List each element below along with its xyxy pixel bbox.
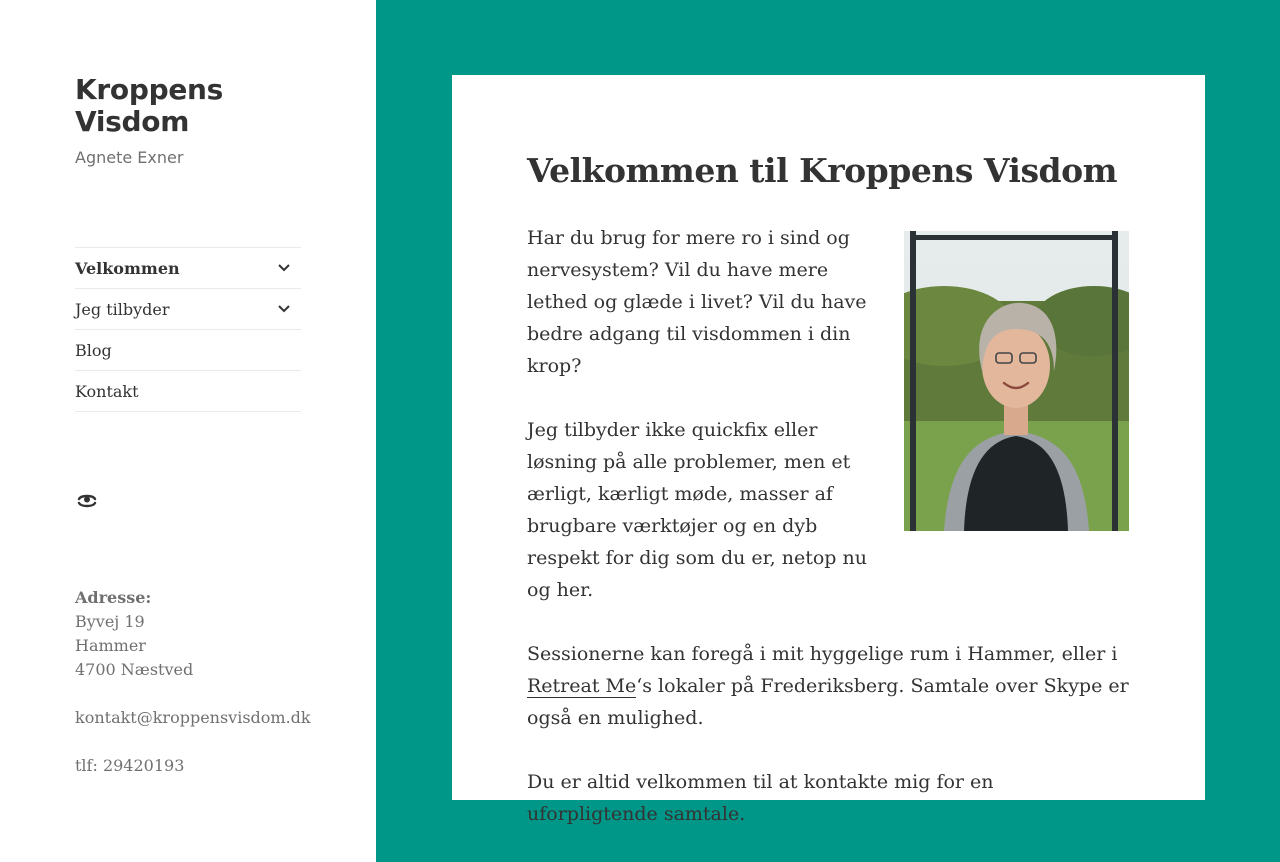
main-navigation xyxy=(75,247,301,412)
contact-phone: tlf: 29420193 xyxy=(75,756,185,775)
sidebar xyxy=(0,0,376,800)
menu-item-kontakt[interactable] xyxy=(75,371,301,412)
menu-item-label[interactable]: Velkommen xyxy=(75,258,180,278)
retreat-me-link[interactable]: Retreat Me xyxy=(527,675,637,697)
social-link-icon[interactable] xyxy=(75,488,99,512)
address-city: 4700 Næstved xyxy=(75,660,194,679)
address-street: Byvej 19 xyxy=(75,612,145,631)
paragraph-sessions xyxy=(527,638,1130,734)
article-content xyxy=(527,222,1130,862)
chevron-down-icon[interactable] xyxy=(269,294,299,324)
address-widget xyxy=(75,586,311,778)
paragraph-contact: Du er altid velkommen til at kontakte mig for en uforpligtende samtale. xyxy=(527,771,994,825)
chevron-down-icon[interactable] xyxy=(269,253,299,283)
address-town: Hammer xyxy=(75,636,146,655)
menu-item-blog[interactable] xyxy=(75,330,301,371)
menu-item-jeg-tilbyder[interactable] xyxy=(75,289,301,330)
menu-item-label[interactable]: Jeg tilbyder xyxy=(75,299,170,319)
article xyxy=(452,75,1205,825)
menu-item-label[interactable]: Blog xyxy=(75,340,112,360)
menu-item-velkommen[interactable] xyxy=(75,248,301,289)
site-title[interactable]: Kroppens Visdom xyxy=(75,73,224,138)
paragraph-intro: Har du brug for mere ro i sind og nervesystem? Vil du have mere lethed og glæde i livet? Vil du have bedre adgang til visdommen i din krop? xyxy=(527,227,867,377)
paragraph-offer: Jeg tilbyder ikke quickfix eller løsning på alle problemer, men et ærligt, kærligt møde, masser af brugbare værktøjer og en dyb respekt for dig som du er, netop nu og her. xyxy=(527,419,867,601)
address-label: Adresse: xyxy=(75,588,152,607)
paragraph-sessions-end: ‘s lokaler på Frederiksberg. Samtale over Skype er også en mulighed. xyxy=(527,675,1129,729)
paragraph-sessions-start: Sessionerne kan foregå i mit hyggelige rum i Hammer, eller i xyxy=(527,643,1118,665)
site-description: Agnete Exner xyxy=(75,148,184,167)
contact-email[interactable]: kontakt@kroppensvisdom.dk xyxy=(75,708,311,727)
page-title: Velkommen til Kroppens Visdom xyxy=(527,151,1118,190)
menu-item-label[interactable]: Kontakt xyxy=(75,381,139,401)
